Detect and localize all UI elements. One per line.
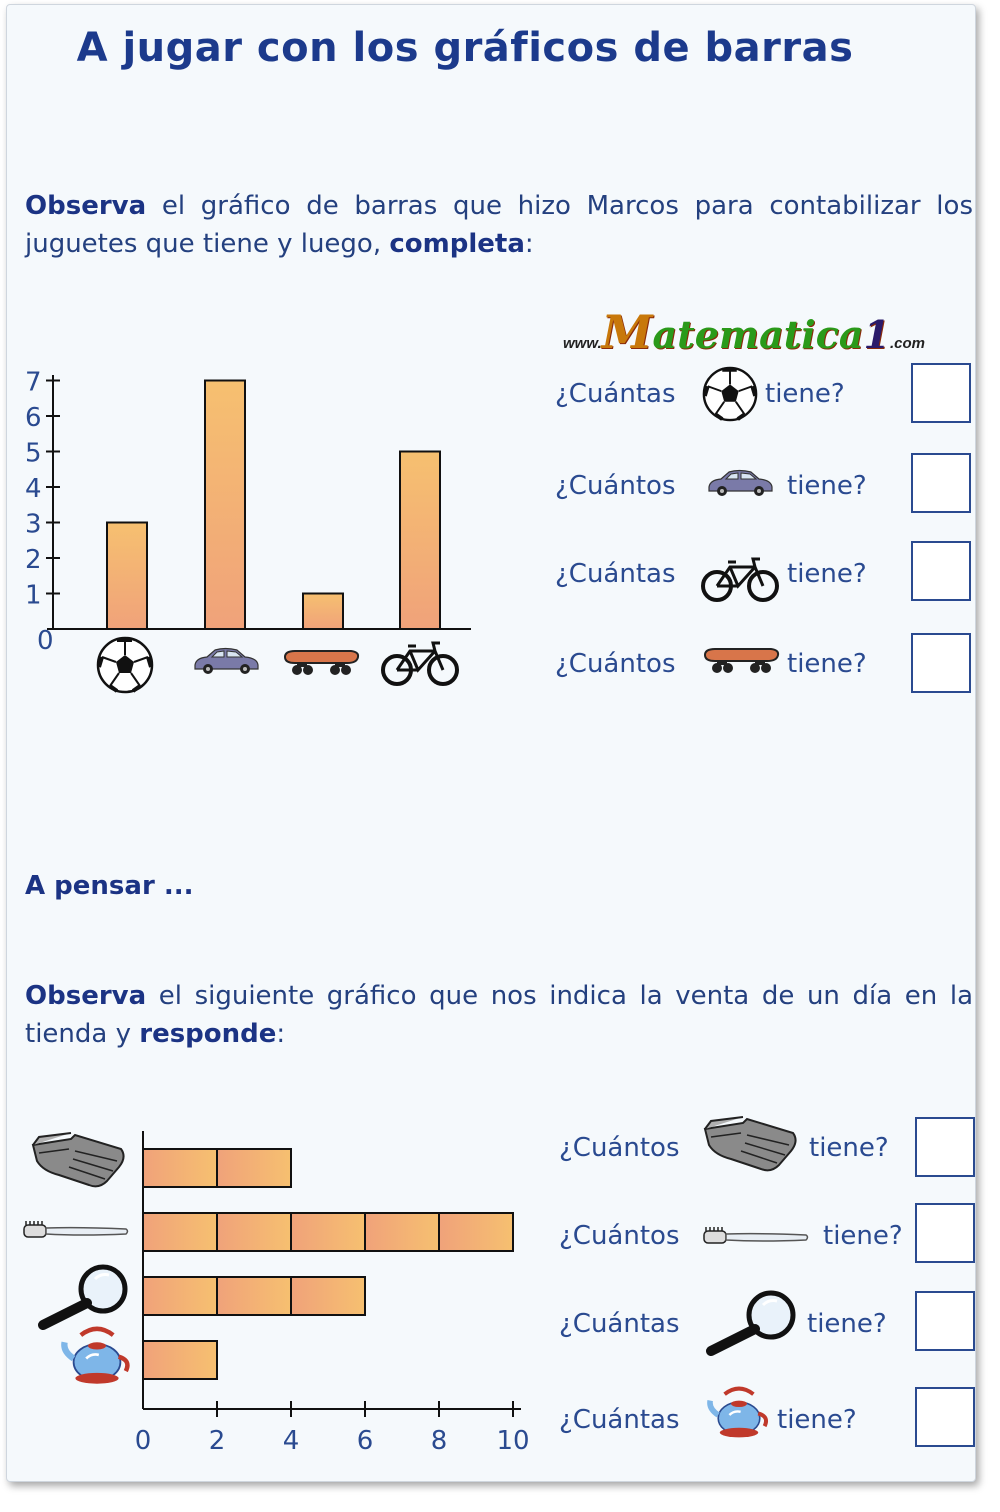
car-icon xyxy=(195,649,258,675)
answer-box-bicycles[interactable] xyxy=(911,541,971,601)
toys-bar-bicycle xyxy=(400,452,440,630)
answer-box-gloves[interactable] xyxy=(915,1117,975,1177)
question-word: ¿Cuántas xyxy=(559,1309,680,1339)
magnifying-glass-icon xyxy=(701,1287,801,1357)
toys-bar-chart xyxy=(7,355,487,705)
toothbrush-icon xyxy=(701,1225,811,1249)
instructions-1 xyxy=(25,187,973,263)
soccer-ball-icon xyxy=(98,638,152,692)
instruction-end-2: : xyxy=(276,1019,286,1049)
soccer-ball-icon xyxy=(701,365,759,423)
question-word: ¿Cuántos xyxy=(555,649,676,679)
toys-y-tick-label: 1 xyxy=(25,580,42,611)
logo-name: atematica xyxy=(652,312,864,357)
instruction-end-1: : xyxy=(524,229,534,259)
toothbrush-icon xyxy=(24,1221,128,1237)
toys-bar-car xyxy=(205,381,245,630)
question-end: tiene? xyxy=(787,471,867,501)
question-2-1 xyxy=(559,1133,680,1163)
question-2-3 xyxy=(559,1309,680,1339)
sales-bar-gloves xyxy=(143,1149,217,1187)
bicycle-icon xyxy=(699,553,781,603)
sales-x-tick-label: 0 xyxy=(134,1426,152,1453)
toys-y-tick-label: 7 xyxy=(25,367,42,398)
answer-box-magnifying-glasses[interactable] xyxy=(915,1291,975,1351)
gloves-icon xyxy=(33,1133,124,1186)
magnifying-glass-icon xyxy=(43,1267,125,1325)
teapot-icon xyxy=(707,1381,771,1441)
sales-bar-teapot xyxy=(143,1341,217,1379)
bicycle-icon xyxy=(383,643,457,684)
toys-y-tick-label: 4 xyxy=(25,474,42,504)
store-sales-bar-chart xyxy=(17,1123,537,1453)
toys-bar-soccer-ball xyxy=(107,523,147,630)
sales-bar-gloves xyxy=(217,1149,291,1187)
question-1-3 xyxy=(555,559,676,589)
question-1-1 xyxy=(555,379,676,409)
toys-bar-skateboard xyxy=(303,594,343,630)
toys-y-tick-label: 6 xyxy=(25,403,42,433)
question-1-2 xyxy=(555,471,676,501)
answer-box-cars[interactable] xyxy=(911,453,971,513)
skateboard-icon xyxy=(285,651,358,675)
sales-x-tick-label: 10 xyxy=(496,1426,530,1453)
gloves-icon xyxy=(701,1115,801,1175)
question-end: tiene? xyxy=(765,379,845,409)
answer-box-toothbrushes[interactable] xyxy=(915,1203,975,1263)
answer-box-teapots[interactable] xyxy=(915,1387,975,1447)
sales-x-tick-label: 6 xyxy=(356,1426,374,1453)
sales-x-tick-label: 2 xyxy=(208,1426,226,1453)
instruction-action-1: completa xyxy=(389,229,525,259)
instruction-verb-1: Observa xyxy=(25,191,147,221)
logo-suffix: .com xyxy=(889,335,925,352)
car-icon xyxy=(705,467,775,497)
question-word: ¿Cuántos xyxy=(559,1133,680,1163)
question-end: tiene? xyxy=(787,649,867,679)
teapot-icon xyxy=(64,1329,127,1384)
sales-bar-toothbrush xyxy=(439,1213,513,1251)
question-end: tiene? xyxy=(807,1309,887,1339)
question-2-4 xyxy=(559,1405,680,1435)
question-end: tiene? xyxy=(787,559,867,589)
instructions-2 xyxy=(25,977,973,1053)
question-end: tiene? xyxy=(777,1405,857,1435)
sales-bar-magnifying-glass xyxy=(291,1277,365,1315)
instruction-text-2: el siguiente gráfico que nos indica la venta de un día en la tienda y xyxy=(25,981,973,1049)
question-word: ¿Cuántos xyxy=(559,1221,680,1251)
question-word: ¿Cuántas xyxy=(555,379,676,409)
sales-bar-toothbrush xyxy=(291,1213,365,1251)
question-word: ¿Cuántos xyxy=(555,471,676,501)
answer-box-skateboards[interactable] xyxy=(911,633,971,693)
sales-bar-magnifying-glass xyxy=(217,1277,291,1315)
sales-x-tick-label: 8 xyxy=(430,1426,448,1453)
instruction-text-1: el gráfico de barras que hizo Marcos para contabilizar los juguetes que tiene y luego, xyxy=(25,191,973,259)
section-heading-a-pensar: A pensar ... xyxy=(25,871,194,901)
question-word: ¿Cuántas xyxy=(555,559,676,589)
instruction-verb-2: Observa xyxy=(25,981,147,1011)
question-2-2 xyxy=(559,1221,680,1251)
matematica1-logo xyxy=(563,305,925,359)
sales-bar-magnifying-glass xyxy=(143,1277,217,1315)
question-end: tiene? xyxy=(823,1221,903,1251)
question-1-4 xyxy=(555,649,676,679)
skateboard-icon xyxy=(701,645,781,675)
question-word: ¿Cuántas xyxy=(559,1405,680,1435)
sales-bar-toothbrush xyxy=(143,1213,217,1251)
logo-digit: 1 xyxy=(863,312,890,357)
toys-y-tick-label: 2 xyxy=(25,545,42,575)
instruction-action-2: responde xyxy=(139,1019,277,1049)
answer-box-soccer-balls[interactable] xyxy=(911,363,971,423)
toys-y-tick-label: 5 xyxy=(25,438,42,469)
question-end: tiene? xyxy=(809,1133,889,1163)
sales-x-tick-label: 4 xyxy=(282,1426,300,1453)
sales-bar-toothbrush xyxy=(217,1213,291,1251)
logo-prefix: www. xyxy=(563,335,602,352)
toys-y-tick-label: 0 xyxy=(37,626,54,656)
worksheet-page xyxy=(6,4,976,1482)
sales-bar-toothbrush xyxy=(365,1213,439,1251)
toys-y-tick-label: 3 xyxy=(25,509,42,540)
page-title: A jugar con los gráficos de barras xyxy=(76,25,854,71)
logo-first-letter: M xyxy=(601,305,653,359)
